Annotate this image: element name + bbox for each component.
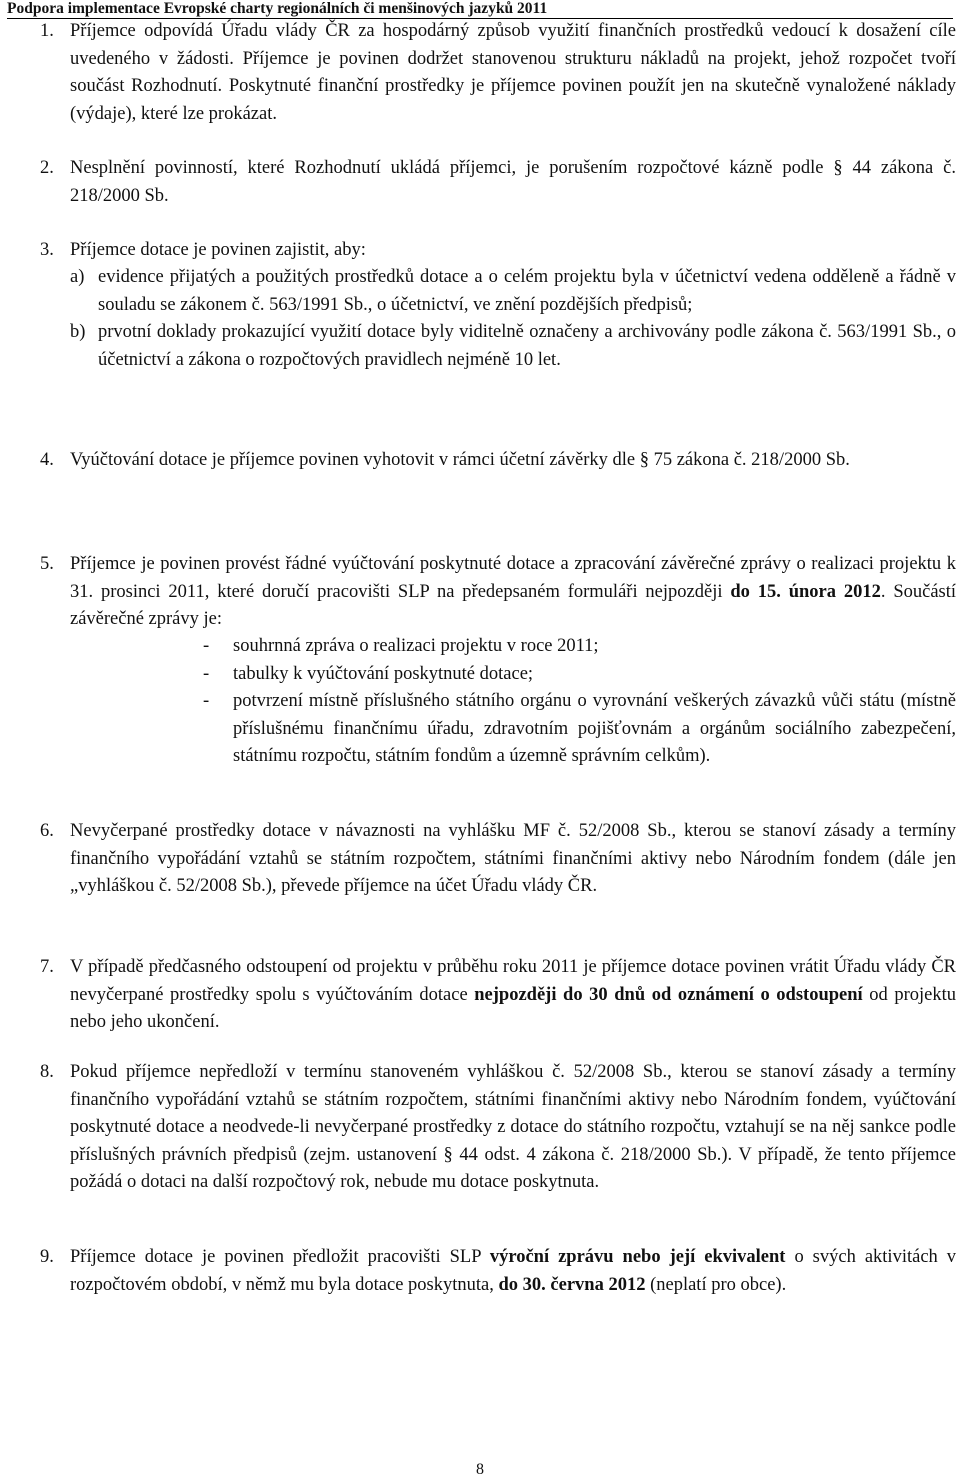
list-item-9 <box>40 1244 956 1299</box>
list-item-2 <box>40 155 956 210</box>
item-text: Nesplnění povinností, které Rozhodnutí ukládá příjemci, je porušením rozpočtové kázně podle § 44 zákona č. 218/2000 Sb. <box>70 158 956 206</box>
item-number: 2. <box>40 158 54 178</box>
item-number: 5. <box>40 554 54 574</box>
dash-item: - potvrzení místně příslušného státního orgánu o vyrovnání veškerých závazků vůči státu (místně příslušnému finančnímu úřadu, zdravotním pojišťovnám a orgánům sociálního zabezpečení, státnímu rozpočtu, státním fondům a územně správním celkům). <box>203 691 956 766</box>
list-item-3 <box>40 237 956 265</box>
item-text: Vyúčtování dotace je příjemce povinen vyhotovit v rámci účetní závěrky dle § 75 zákona č. 218/2000 Sb. <box>70 450 850 470</box>
item-text: Příjemce dotace je povinen předložit pracovišti SLP výroční zprávu nebo její ekvivalent o svých aktivitách v rozpočtovém období, v němž mu byla dotace poskytnuta, do 30. června 2012 (neplatí pro obce). <box>70 1247 957 1295</box>
sub-item-a <box>40 264 956 319</box>
dash-item: - tabulky k vyúčtování poskytnuté dotace; <box>203 663 534 684</box>
item-number: 8. <box>40 1062 54 1082</box>
sub-list <box>40 264 956 374</box>
item-text: Příjemce dotace je povinen zajistit, aby: <box>70 240 366 260</box>
item-text: Příjemce odpovídá Úřadu vlády ČR za hospodárný způsob využití finančních prostředků vedoucí k dosažení cíle uvedeného v žádosti. Příjemce je povinen dodržet stanovenou strukturu nákladů na projekt, jehož rozpočet tvoří součást Rozhodnutí. Poskytnuté finanční prostředky je příjemce povinen použít jen na skutečně vynaložené náklady (výdaje), které lze prokázat. <box>70 21 956 124</box>
item-text: Pokud příjemce nepředloží v termínu stanoveném vyhláškou č. 52/2008 Sb., kterou se stanoví zásady a termíny finančního vypořádání vztahů se státním rozpočtem, státními finančními aktivy nebo Národním fondem, vyúčtování poskytnuté dotace a neodvede-li nevyčerpané prostředky z dotace do státního rozpočtu, vztahují se na něj sankce podle příslušných právních předpisů (zejm. ustanovení § 44 odst. 4 zákona č. 218/2000 Sb.). V případě, že tento příjemce požádá o dotaci na další rozpočtový rok, nebude mu dotace poskytnuta. <box>70 1062 956 1192</box>
list-item-8 <box>40 1059 956 1197</box>
sub-item-label: b) <box>70 322 86 342</box>
sub-item-text: prvotní doklady prokazující využití dotace byly viditelně označeny a archivovány podle zákona č. 563/1991 Sb., o účetnictví a zákona o rozpočtových pravidlech nejméně 10 let. <box>98 322 956 370</box>
item-number: 3. <box>40 240 54 260</box>
list-item-6 <box>40 818 956 901</box>
sub-item-label: a) <box>70 267 85 287</box>
list-item-1 <box>40 18 956 128</box>
item-number: 4. <box>40 450 54 470</box>
page-header: Podpora implementace Evropské charty regionálních či menšinových jazyků 2011 <box>7 0 953 19</box>
item-text: Nevyčerpané prostředky dotace v návaznosti na vyhlášku MF č. 52/2008 Sb., kterou se stanoví zásady a termíny finančního vypořádání vztahů se státním rozpočtem, státními finančními aktivy nebo Národním fondem (dále jen „vyhláškou č. 52/2008 Sb.), převede příjemce na účet Úřadu vlády ČR. <box>70 821 956 896</box>
item-number: 9. <box>40 1247 54 1267</box>
list-item-4 <box>40 447 956 475</box>
dash-list <box>40 633 956 771</box>
list-item-5 <box>40 551 956 634</box>
item-number: 7. <box>40 957 54 977</box>
item-text: Příjemce je povinen provést řádné vyúčtování poskytnuté dotace a zpracování závěrečné zprávy o realizaci projektu k 31. prosinci 2011, které doručí pracovišti SLP na předepsaném formuláři nejpozději do 15. února 2012. Součástí závěrečné zprávy je: <box>70 554 957 629</box>
item-text: V případě předčasného odstoupení od projektu v průběhu roku 2011 je příjemce dotace povinen vrátit Úřadu vlády ČR nevyčerpané prostředky spolu s vyúčtováním dotace nejpozději do 30 dnů od oznámení o odstoupení od projektu nebo jeho ukončení. <box>70 957 957 1032</box>
dash-item: - souhrnná zpráva o realizaci projektu v roce 2011; <box>203 636 599 656</box>
sub-item-b <box>40 319 956 374</box>
item-number: 6. <box>40 821 54 841</box>
page-number: 8 <box>476 1461 484 1478</box>
sub-item-text: evidence přijatých a použitých prostředků dotace a o celém projektu byla v účetnictví vedena odděleně a řádně v souladu se zákonem č. 563/1991 Sb., o účetnictví, ve znění pozdějších předpisů; <box>98 267 956 315</box>
list-item-7 <box>40 954 956 1037</box>
item-number: 1. <box>40 21 54 41</box>
